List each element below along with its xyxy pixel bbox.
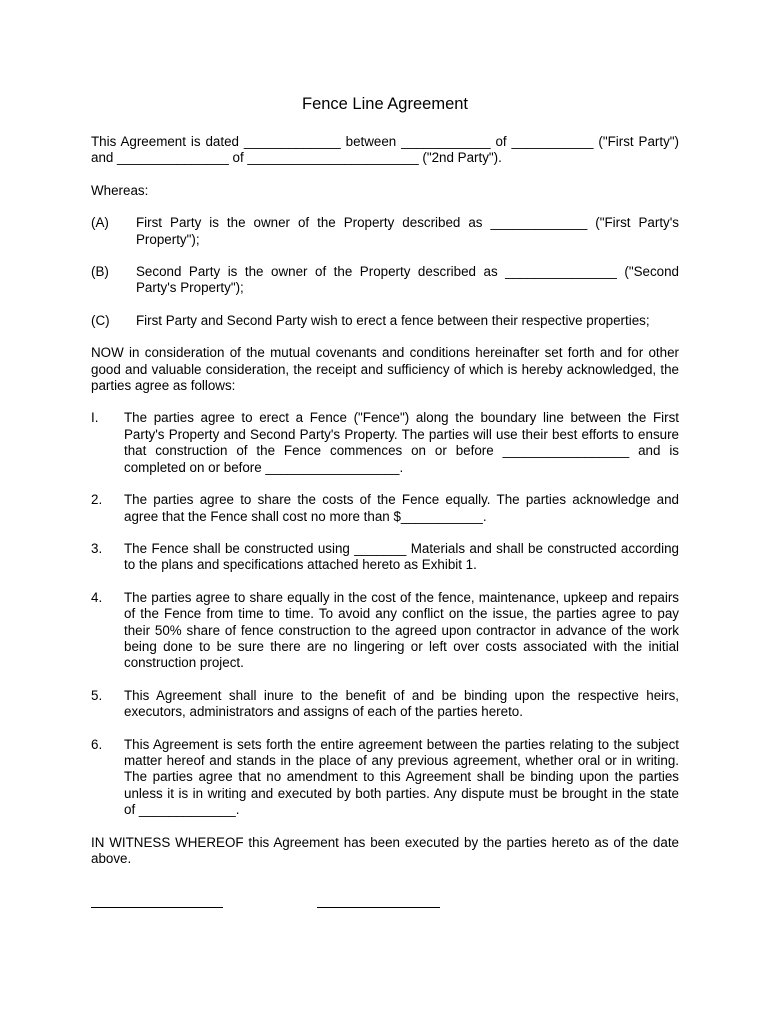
clause-label: I. — [91, 410, 99, 426]
clause-text: The parties agree to share the costs of the Fence equally. The parties acknowledge and agree that the Fence shall cost no more than $___________. — [124, 492, 679, 524]
clause-text: This Agreement is sets forth the entire agreement between the parties relating to the subject matter hereof and stands in the place of any previous agreement, whether oral or in writing. The parties agree that no amendment to this Agreement shall be binding upon the parties unless it is in writing and executed by both parties. Any dispute must be brought in the state of _____________. — [124, 736, 679, 818]
first-party-signature-line — [91, 907, 223, 908]
witness-paragraph: IN WITNESS WHEREOF this Agreement has been executed by the parties hereto as of the date above. — [91, 834, 679, 866]
recital-label: (A) — [91, 215, 109, 231]
clause-text: This Agreement shall inure to the benefit of and be binding upon the respective heirs, executors, administrators and assigns of each of the parties hereto. — [124, 687, 679, 720]
clause-6 — [91, 737, 679, 819]
consideration-paragraph: NOW in consideration of the mutual covenants and conditions hereinafter set forth and for other good and valuable consideration, the receipt and sufficiency of which is hereby acknowledged, the parties agree as follows: — [91, 345, 679, 394]
clause-label: 2. — [91, 492, 103, 508]
recital-b — [91, 264, 679, 297]
recital-label: (C) — [91, 312, 110, 328]
clause-1 — [91, 410, 679, 476]
clause-text: The parties agree to share equally in the cost of the fence, maintenance, upkeep and repairs of the Fence from time to time. To avoid any conflict on the issue, the parties agree to pay their 50% share of fence construction to the agreed upon contractor in advance of the work being done to be sure there are no lingering or left over costs associated with the initial construction project. — [124, 589, 679, 671]
recital-a — [91, 215, 679, 248]
intro-paragraph: This Agreement is dated _____________ between ____________ of ___________ ("First Party") and _______________ of _______________________ ("2nd Party"). — [91, 134, 679, 166]
clause-3 — [91, 541, 679, 574]
second-party-signature-line — [317, 907, 440, 908]
clause-label: 5. — [91, 687, 103, 703]
whereas-heading: Whereas: — [91, 182, 149, 198]
clause-label: 3. — [91, 540, 103, 556]
clause-5 — [91, 688, 679, 721]
document-title: Fence Line Agreement — [301, 95, 469, 113]
clause-label: 4. — [91, 589, 103, 605]
recital-text: Second Party is the owner of the Property described as _______________ ("Second Party's Property"); — [136, 264, 679, 296]
recital-label: (B) — [91, 264, 109, 280]
clause-text: The parties agree to erect a Fence ("Fence") along the boundary line between the First Party's Property and Second Party's Property. The parties will use their best efforts to ensure that construction of the Fence commences on or before _________________ and is completed on or before __________________. — [124, 410, 679, 475]
clause-4 — [91, 590, 679, 672]
clause-text: The Fence shall be constructed using _______ Materials and shall be constructed according to the plans and specifications attached hereto as Exhibit 1. — [124, 540, 679, 573]
recital-text: First Party is the owner of the Property described as _____________ ("First Party's Property"); — [136, 215, 679, 247]
recital-c — [91, 313, 679, 329]
signature-area — [91, 907, 679, 937]
clause-2 — [91, 492, 679, 525]
clause-label: 6. — [91, 736, 103, 752]
recital-text: First Party and Second Party wish to erect a fence between their respective properties; — [136, 312, 650, 328]
